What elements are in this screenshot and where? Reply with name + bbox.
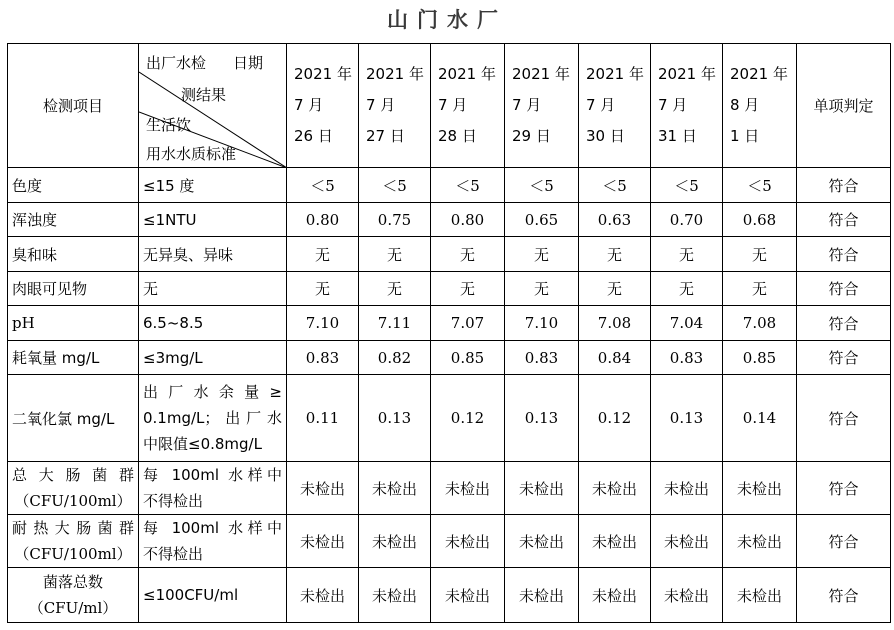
row-item: 肉眼可见物	[8, 272, 139, 306]
row-item: 总 大 肠 菌 群 （CFU/100ml）	[8, 462, 139, 515]
table-row	[8, 306, 891, 341]
diag-date-label: 日期	[233, 54, 264, 72]
row-standard: 每 100ml 水样中 不得检出	[139, 462, 287, 515]
row-judge: 符合	[797, 375, 891, 462]
row-value: 7.08	[723, 306, 797, 341]
row-judge: 符合	[797, 237, 891, 272]
row-judge: 符合	[797, 272, 891, 306]
row-value: 0.65	[505, 203, 579, 237]
row-value: 未检出	[359, 462, 431, 515]
row-value: 未检出	[359, 515, 431, 568]
row-value: 0.80	[431, 203, 505, 237]
row-value: 7.04	[651, 306, 723, 341]
row-judge: 符合	[797, 341, 891, 375]
header-item: 检测项目	[8, 44, 139, 168]
row-value: ＜5	[431, 168, 505, 203]
row-value: 无	[579, 237, 651, 272]
header-row	[8, 44, 891, 168]
row-standard: ≤1NTU	[139, 203, 287, 237]
row-value: 0.75	[359, 203, 431, 237]
row-value: 未检出	[505, 568, 579, 623]
row-value: 0.12	[431, 375, 505, 462]
row-value: 无	[431, 237, 505, 272]
header-diagonal-cell	[139, 44, 287, 168]
table-row	[8, 568, 891, 623]
row-value: 未检出	[651, 568, 723, 623]
header-judge: 单项判定	[797, 44, 891, 168]
row-value: ＜5	[579, 168, 651, 203]
diag-bot-label-2: 用水水质标准	[146, 145, 237, 163]
row-standard: ≤15 度	[139, 168, 287, 203]
date-col-7: 2021 年 8 月 1 日	[723, 44, 797, 168]
row-judge: 符合	[797, 306, 891, 341]
row-value: 0.68	[723, 203, 797, 237]
table-row	[8, 341, 891, 375]
row-value: 未检出	[651, 462, 723, 515]
row-value: 0.83	[505, 341, 579, 375]
row-value: 0.84	[579, 341, 651, 375]
row-value: 无	[505, 272, 579, 306]
row-judge: 符合	[797, 515, 891, 568]
row-item: 耗氧量 mg/L	[8, 341, 139, 375]
row-value: 无	[723, 272, 797, 306]
row-value: 无	[359, 237, 431, 272]
row-value: 0.70	[651, 203, 723, 237]
row-judge: 符合	[797, 462, 891, 515]
row-value: 0.85	[723, 341, 797, 375]
row-item: 色度	[8, 168, 139, 203]
row-standard: 每 100ml 水样中 不得检出	[139, 515, 287, 568]
row-value: 未检出	[431, 515, 505, 568]
row-standard: 无异臭、异味	[139, 237, 287, 272]
row-value: 无	[651, 272, 723, 306]
table-row	[8, 237, 891, 272]
row-value: 0.83	[651, 341, 723, 375]
row-value: 0.12	[579, 375, 651, 462]
row-value: 7.10	[505, 306, 579, 341]
row-value: 无	[287, 272, 359, 306]
row-value: 无	[651, 237, 723, 272]
row-value: 未检出	[431, 462, 505, 515]
row-value: ＜5	[723, 168, 797, 203]
row-item: 浑浊度	[8, 203, 139, 237]
table-row	[8, 203, 891, 237]
row-value: ＜5	[651, 168, 723, 203]
row-value: 未检出	[723, 462, 797, 515]
row-value: 未检出	[287, 515, 359, 568]
row-value: 未检出	[505, 462, 579, 515]
row-value: 0.13	[651, 375, 723, 462]
date-col-2: 2021 年 7 月 27 日	[359, 44, 431, 168]
row-item: 菌落总数 （CFU/ml）	[8, 568, 139, 623]
row-item: pH	[8, 306, 139, 341]
row-value: 7.10	[287, 306, 359, 341]
row-value: 0.83	[287, 341, 359, 375]
table-row	[8, 272, 891, 306]
row-judge: 符合	[797, 203, 891, 237]
diag-top-label: 出厂水检	[146, 54, 207, 72]
row-item: 二氧化氯 mg/L	[8, 375, 139, 462]
row-standard: ≤3mg/L	[139, 341, 287, 375]
date-col-3: 2021 年 7 月 28 日	[431, 44, 505, 168]
row-item: 臭和味	[8, 237, 139, 272]
table-row	[8, 375, 891, 462]
row-value: 0.11	[287, 375, 359, 462]
table-row	[8, 168, 891, 203]
water-quality-table	[7, 43, 891, 623]
table-row	[8, 515, 891, 568]
row-value: 0.80	[287, 203, 359, 237]
row-value: 未检出	[723, 515, 797, 568]
diag-bot-label: 生活饮	[146, 116, 192, 134]
row-value: 无	[579, 272, 651, 306]
row-value: 未检出	[651, 515, 723, 568]
row-item: 耐热大肠菌群 （CFU/100ml）	[8, 515, 139, 568]
row-value: 0.82	[359, 341, 431, 375]
row-value: 未检出	[287, 462, 359, 515]
table-row	[8, 462, 891, 515]
row-value: 未检出	[579, 568, 651, 623]
row-value: 未检出	[431, 568, 505, 623]
row-value: 7.07	[431, 306, 505, 341]
diag-mid-label: 测结果	[181, 86, 227, 104]
date-col-6: 2021 年 7 月 31 日	[651, 44, 723, 168]
date-col-1: 2021 年 7 月 26 日	[287, 44, 359, 168]
row-value: 未检出	[505, 515, 579, 568]
row-value: 未检出	[579, 515, 651, 568]
page-title: 山门水厂	[387, 8, 507, 32]
row-value: 未检出	[579, 462, 651, 515]
row-value: 无	[287, 237, 359, 272]
row-value: 无	[431, 272, 505, 306]
row-value: 7.08	[579, 306, 651, 341]
row-standard: ≤100CFU/ml	[139, 568, 287, 623]
row-value: 无	[723, 237, 797, 272]
row-standard: 6.5~8.5	[139, 306, 287, 341]
row-value: 未检出	[723, 568, 797, 623]
row-value: 0.13	[359, 375, 431, 462]
row-value: 无	[505, 237, 579, 272]
row-judge: 符合	[797, 168, 891, 203]
row-value: 未检出	[359, 568, 431, 623]
row-value: 无	[359, 272, 431, 306]
row-judge: 符合	[797, 568, 891, 623]
date-col-4: 2021 年 7 月 29 日	[505, 44, 579, 168]
row-value: 0.63	[579, 203, 651, 237]
row-value: 0.85	[431, 341, 505, 375]
date-col-5: 2021 年 7 月 30 日	[579, 44, 651, 168]
row-value: ＜5	[287, 168, 359, 203]
row-value: ＜5	[505, 168, 579, 203]
row-value: 0.14	[723, 375, 797, 462]
row-value: 7.11	[359, 306, 431, 341]
row-standard: 无	[139, 272, 287, 306]
row-standard: 出 厂 水 余 量 ≥ 0.1mg/L；出厂水 中限值≤0.8mg/L	[139, 375, 287, 462]
row-value: 0.13	[505, 375, 579, 462]
row-value: ＜5	[359, 168, 431, 203]
row-value: 未检出	[287, 568, 359, 623]
